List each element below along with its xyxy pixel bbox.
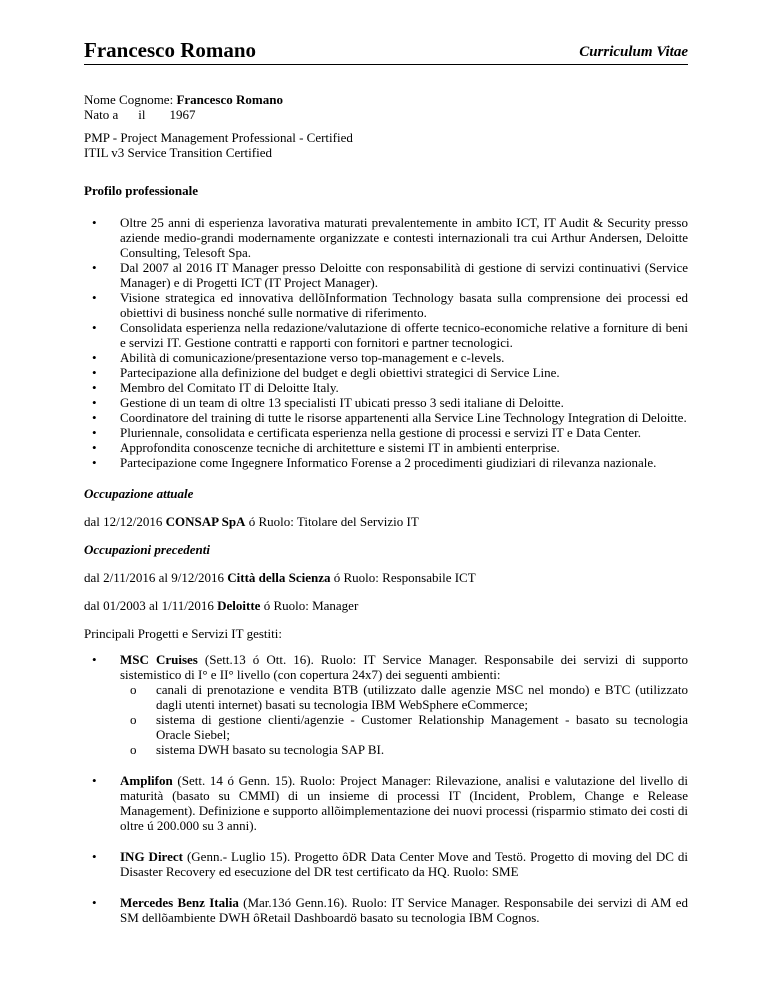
profile-item: • Pluriennale, consolidata e certificata esperienza nella gestione di processi e servizi IT e Data Center. xyxy=(84,425,688,440)
header-doc-type: Curriculum Vitae xyxy=(579,44,688,60)
job1-company: Città della Scienza xyxy=(227,570,331,585)
current-role: ó Ruolo: Titolare del Servizio IT xyxy=(245,514,419,529)
profile-item: • Gestione di un team di oltre 13 specialisti IT ubicati presso 3 sedi italiane di Deloitte. xyxy=(84,395,688,410)
current-company: CONSAP SpA xyxy=(165,514,246,529)
header-name: Francesco Romano xyxy=(84,38,257,62)
profile-item: • Membro del Comitato IT di Deloitte Italy. xyxy=(84,380,688,395)
previous-section xyxy=(84,542,698,557)
job1-dates: dal 2/11/2016 al 9/12/2016 xyxy=(84,570,228,585)
name-value: Francesco Romano xyxy=(176,92,283,107)
project-client: ING Direct xyxy=(120,849,183,864)
born-il: il xyxy=(138,107,146,122)
profile-item: • Oltre 25 anni di esperienza lavorativa maturati prevalentemente in ambito ICT, IT Audit & Security presso aziende medio-grandi modernamente organizzate e contesti internazionali tra cui Arthur Andersen, Deloitte Consulting, Telesoft Spa. xyxy=(84,215,688,260)
job2-dates: dal 01/2003 al 1/11/2016 xyxy=(84,598,218,613)
project-ing xyxy=(84,849,688,879)
project-msc xyxy=(84,652,688,757)
profile-list xyxy=(84,215,688,470)
project-text: (Mar.13ó Genn.16). Ruolo: IT Service Manager. Responsabile dei servizi di AM ed SM dellõambiente DWH ôRetail Dashboardö basato su tecnologia IBM Cognos. xyxy=(120,895,688,925)
birth-line xyxy=(84,107,698,122)
project-text: (Sett. 14 ó Genn. 15). Ruolo: Project Manager: Rilevazione, analisi e valutazione del livello di maturità (basato su CMMI) di un insieme di processi IT (Incident, Problem, Change e Release Management). Definizione e supporto allõimplementazione dei nuovi processi (risparmio stimato dei costi di oltre ú 200.000 su 3 anni). xyxy=(120,773,688,833)
page-header xyxy=(84,38,688,65)
project-amplifon xyxy=(84,773,688,833)
previous-job-2 xyxy=(84,598,698,613)
profile-item: • Coordinatore del training di tutte le risorse appartenenti alla Service Line Technology Integration di Deloitte. xyxy=(84,410,688,425)
profile-item: • Abilità di comunicazione/presentazione verso top-management e c-levels. xyxy=(84,350,688,365)
projects-list xyxy=(84,652,688,941)
projects-intro xyxy=(84,626,698,641)
profile-item: • Partecipazione alla definizione del budget e degli obiettivi strategici di Service Line. xyxy=(84,365,688,380)
job2-role: ó Ruolo: Manager xyxy=(260,598,359,613)
current-job xyxy=(84,514,698,529)
previous-job-1 xyxy=(84,570,698,585)
project-subitem: o sistema DWH basato su tecnologia SAP BI. xyxy=(120,742,688,757)
profile-item: • Dal 2007 al 2016 IT Manager presso Deloitte con responsabilità di gestione di servizi continuativi (Service Manager) e di Progetti ICT (IT Project Manager). xyxy=(84,260,688,290)
profile-section xyxy=(84,183,698,198)
project-client: Amplifon xyxy=(120,773,173,788)
project-text: (Sett.13 ó Ott. 16). Ruolo: IT Service Manager. Responsabile dei servizi di supporto sistemistico di I° e II° livello (con copertura 24x7) dei seguenti ambienti: xyxy=(120,652,688,682)
profile-title: Profilo professionale xyxy=(84,183,198,198)
previous-title: Occupazioni precedenti xyxy=(84,542,211,557)
project-subitem: o sistema di gestione clienti/agenzie - Customer Relationship Management - basato su tecnologia Oracle Siebel; xyxy=(120,712,688,742)
certifications xyxy=(84,130,698,160)
profile-item: • Visione strategica ed innovativa dellõInformation Technology basata sulla comprensione dei processi ed obiettivi di business nonché sulle normative di riferimento. xyxy=(84,290,688,320)
project-text: (Genn.- Luglio 15). Progetto ôDR Data Center Move and Testö. Progetto di moving del DC di Disaster Recovery ed esecuzione del DR test certificato da HQ. Ruolo: SME xyxy=(120,849,688,879)
current-section xyxy=(84,486,698,501)
project-client: Mercedes Benz Italia xyxy=(120,895,239,910)
current-dates: dal 12/12/2016 xyxy=(84,514,166,529)
name-label: Nome Cognome: xyxy=(84,92,177,107)
projects-intro-text: Principali Progetti e Servizi IT gestiti: xyxy=(84,626,282,641)
born-label: Nato a xyxy=(84,107,119,122)
project-mercedes xyxy=(84,895,688,925)
job2-company: Deloitte xyxy=(217,598,261,613)
personal-info xyxy=(84,92,698,122)
cert-item: ITIL v3 Service Transition Certified xyxy=(84,145,272,160)
profile-item: • Partecipazione come Ingegnere Informatico Forense a 2 procedimenti giudiziari di rilevanza nazionale. xyxy=(84,455,688,470)
name-line xyxy=(84,92,698,107)
profile-item: • Approfondita conoscenze tecniche di architetture e sistemi IT in ambienti enterprise. xyxy=(84,440,688,455)
cert-item: PMP - Project Management Professional - Certified xyxy=(84,130,353,145)
project-client: MSC Cruises xyxy=(120,652,198,667)
born-year: 1967 xyxy=(169,107,196,122)
current-title: Occupazione attuale xyxy=(84,486,194,501)
project-subitem: o canali di prenotazione e vendita BTB (utilizzato dalle agenzie MSC nel mondo) e BTC (utilizzato dagli utenti internet) basati su tecnologia IBM WebSphere eCommerce; xyxy=(120,682,688,712)
profile-item: • Consolidata esperienza nella redazione/valutazione di offerte tecnico-economiche relative a forniture di beni e servizi IT. Gestione contratti e rapporti con fornitori e partner tecnologici. xyxy=(84,320,688,350)
job1-role: ó Ruolo: Responsabile ICT xyxy=(330,570,476,585)
